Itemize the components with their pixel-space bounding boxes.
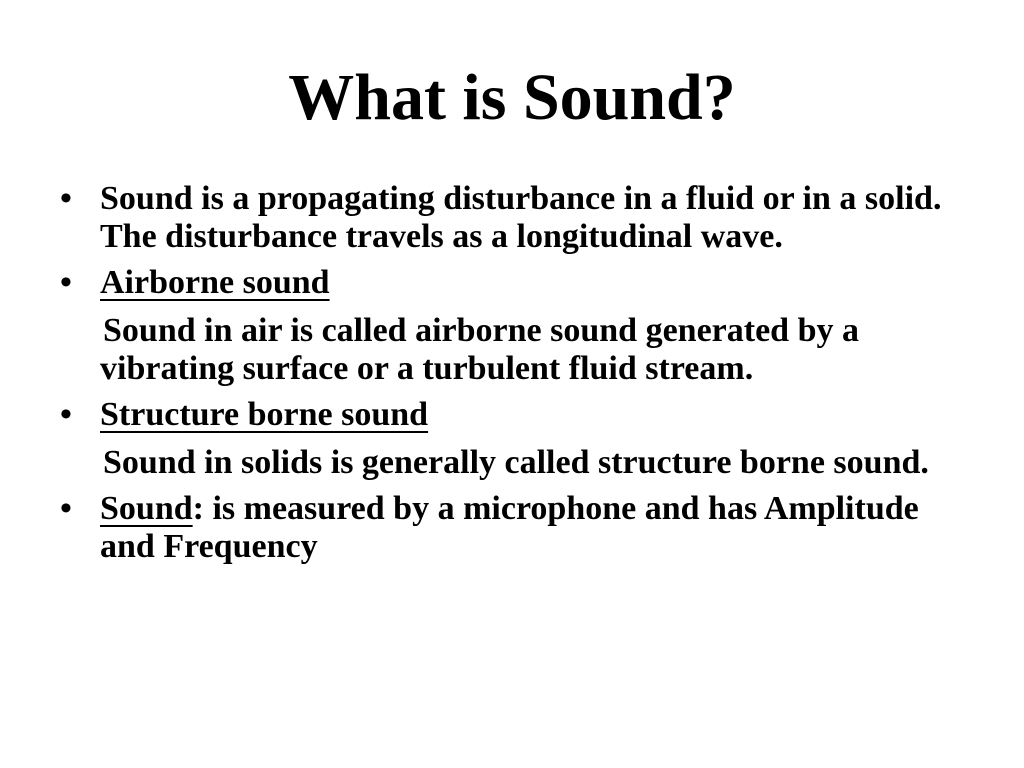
bullet-icon: • [60, 396, 72, 433]
bullet-item-structure [52, 396, 972, 434]
bullet-icon: • [60, 180, 72, 217]
slide-body [52, 180, 972, 566]
airborne-heading: Airborne sound [100, 264, 330, 301]
structure-heading: Structure borne sound [100, 396, 429, 433]
bullet-item-measurement [52, 490, 972, 566]
slide-title: What is Sound? [288, 61, 736, 134]
bullet-icon: • [60, 490, 72, 527]
sound-heading: Sound [100, 490, 193, 527]
definition-text: Sound is a propagating disturbance in a fluid or in a solid. The disturbance travels as a longitudinal wave. [100, 180, 942, 255]
bullet-item-airborne [52, 264, 972, 302]
airborne-description: Sound in air is called airborne sound generated by a vibrating surface or a turbulent fluid stream. [100, 312, 859, 387]
bullet-item-definition [52, 180, 972, 256]
bullet-icon: • [60, 264, 72, 301]
measurement-text: : is measured by a microphone and has Amplitude and Frequency [100, 490, 919, 565]
structure-description: Sound in solids is generally called structure borne sound. [103, 444, 929, 481]
